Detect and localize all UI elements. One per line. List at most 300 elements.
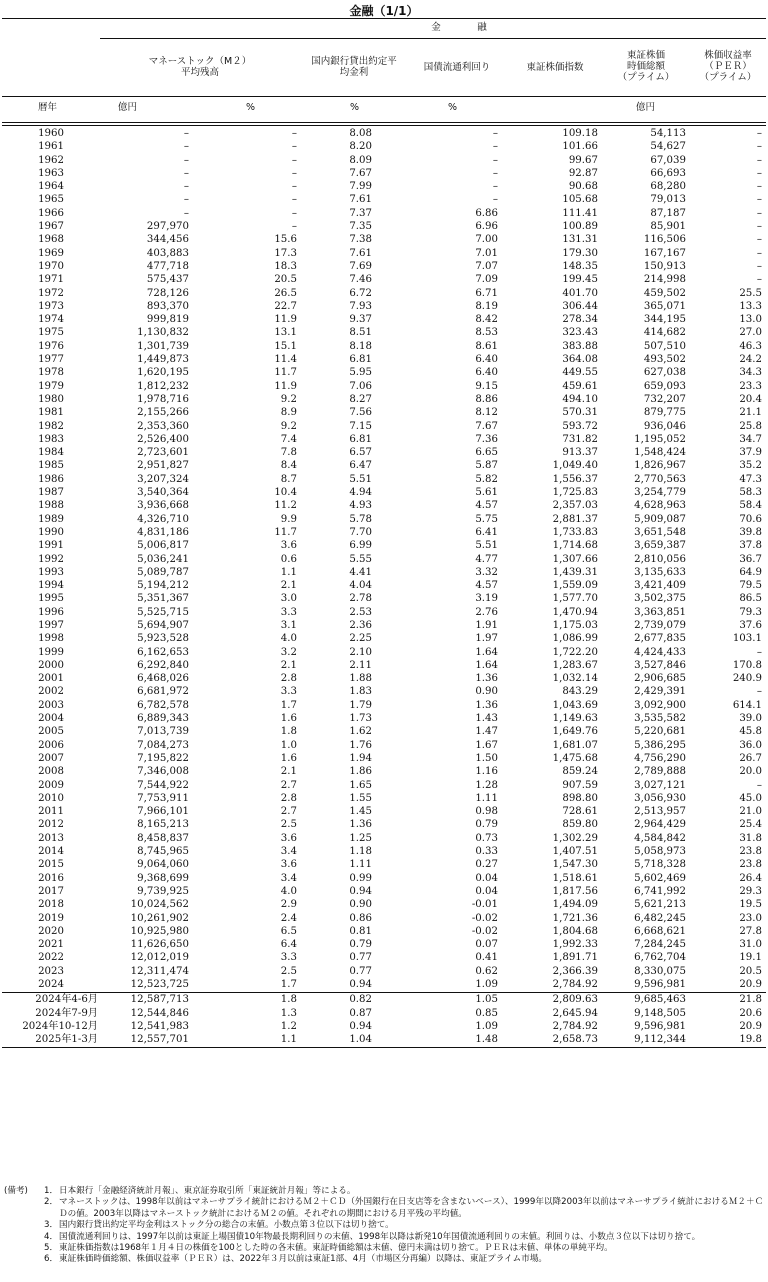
bond-yield-cell: –	[492, 141, 498, 153]
m2-growth-cell: 8.4	[280, 460, 297, 472]
topix-cell: 1,049.40	[552, 460, 598, 472]
m2-cell: 11,626,650	[130, 939, 189, 951]
topix-cell: 1,470.94	[552, 606, 598, 618]
per-cell: 37.9	[739, 447, 762, 459]
topix-cell: 1,283.67	[552, 659, 598, 671]
lending-rate-cell: 8.27	[349, 393, 372, 405]
m2-growth-cell: –	[291, 194, 297, 206]
topix-cell: 1,475.68	[552, 752, 598, 764]
year-cell: 1976	[38, 340, 64, 352]
header-topix: 東証株価指数	[526, 62, 584, 73]
m2-cell: 9,368,699	[137, 872, 189, 884]
per-cell: 31.8	[739, 832, 762, 844]
year-cell: 2016	[38, 872, 64, 884]
m2-growth-cell: –	[291, 207, 297, 219]
table-row	[0, 592, 768, 605]
per-cell: 20.6	[739, 1007, 762, 1019]
table-row	[0, 473, 768, 486]
header-rule	[2, 96, 766, 97]
m2-growth-cell: 9.9	[280, 513, 297, 525]
table-row	[0, 805, 768, 818]
bond-yield-cell: –	[492, 128, 498, 139]
year-cell: 2006	[38, 739, 64, 751]
market-cap-cell: 9,596,981	[634, 1020, 686, 1032]
lending-rate-cell: 0.94	[349, 979, 372, 990]
m2-growth-cell: 1.6	[280, 752, 297, 764]
market-cap-cell: 3,535,582	[634, 713, 686, 725]
table-row	[0, 951, 768, 964]
topix-cell: 1,556.37	[552, 473, 598, 485]
m2-cell: 5,351,367	[137, 593, 189, 605]
note-number: 3．	[44, 1220, 59, 1231]
unit-lending: %	[350, 102, 360, 113]
m2-cell: 7,013,739	[137, 726, 189, 738]
market-cap-cell: 659,093	[643, 380, 686, 392]
year-cell: 1982	[38, 420, 64, 432]
per-cell: –	[756, 260, 762, 272]
lending-rate-cell: 6.72	[349, 287, 372, 299]
table-row	[0, 220, 768, 233]
unit-m2: 億円	[118, 102, 138, 113]
topix-cell: 1,175.03	[552, 619, 598, 631]
per-cell: 79.3	[739, 606, 762, 618]
per-cell: 27.8	[739, 925, 762, 937]
per-cell: 25.4	[739, 819, 762, 831]
table-row	[0, 885, 768, 898]
m2-growth-cell: 1.6	[280, 713, 297, 725]
per-cell: 20.4	[739, 393, 762, 405]
page-title: 金融（1/1）	[349, 4, 419, 18]
lending-rate-cell: 1.45	[349, 806, 372, 818]
topix-cell: 148.35	[562, 260, 598, 272]
year-cell: 2007	[38, 752, 64, 764]
year-cell: 2003	[38, 699, 64, 711]
market-cap-cell: 9,596,981	[634, 979, 686, 990]
per-cell: 170.8	[732, 659, 762, 671]
market-cap-cell: 459,502	[643, 287, 686, 299]
per-cell: 46.3	[739, 340, 762, 352]
lending-rate-cell: 8.51	[349, 327, 372, 339]
table-row	[0, 672, 768, 685]
bond-yield-cell: 4.57	[475, 580, 498, 592]
m2-cell: 6,468,026	[137, 673, 189, 685]
table-row	[0, 752, 768, 765]
lending-rate-cell: 8.08	[349, 128, 372, 139]
note-number: 6．	[44, 1254, 59, 1265]
topix-cell: 199.45	[562, 274, 598, 286]
market-cap-cell: 9,112,344	[634, 1034, 686, 1046]
year-cell: 1968	[38, 234, 64, 246]
lending-rate-cell: 1.11	[349, 859, 372, 871]
bond-yield-cell: 6.71	[475, 287, 498, 299]
lending-rate-cell: 1.76	[349, 739, 372, 751]
m2-cell: 5,006,817	[137, 540, 189, 552]
market-cap-cell: 3,254,779	[634, 487, 686, 499]
per-cell: 58.3	[739, 487, 762, 499]
topix-cell: 1,733.83	[552, 526, 598, 538]
m2-cell: 2,951,827	[137, 460, 189, 472]
bond-yield-cell: –	[492, 154, 498, 166]
table-row	[0, 526, 768, 539]
m2-cell: 8,165,213	[137, 819, 189, 831]
lending-rate-cell: 7.38	[349, 234, 372, 246]
per-cell: 26.4	[739, 872, 762, 884]
market-cap-cell: 214,998	[643, 274, 686, 286]
top-rule	[2, 18, 766, 19]
m2-cell: 6,292,840	[137, 659, 189, 671]
topix-cell: 593.72	[562, 420, 598, 432]
m2-growth-cell: 3.0	[280, 593, 297, 605]
bond-yield-cell: 0.85	[475, 1007, 498, 1019]
table-row	[0, 779, 768, 792]
per-cell: 23.3	[739, 380, 762, 392]
per-cell: 19.5	[739, 899, 762, 911]
table-row	[0, 725, 768, 738]
m2-cell: 12,587,713	[130, 994, 189, 1006]
bond-yield-cell: 5.87	[475, 460, 498, 472]
table-row	[0, 539, 768, 552]
m2-growth-cell: 11.7	[274, 367, 297, 379]
lending-rate-cell: 7.61	[349, 247, 372, 259]
m2-cell: –	[183, 194, 189, 206]
topix-cell: 2,645.94	[552, 1007, 598, 1019]
m2-cell: 575,437	[146, 274, 189, 286]
m2-growth-cell: 2.9	[280, 899, 297, 911]
lending-rate-cell: 2.25	[349, 633, 372, 645]
table-row	[0, 845, 768, 858]
bond-yield-cell: 0.90	[475, 686, 498, 698]
m2-cell: 5,036,241	[137, 553, 189, 565]
m2-growth-cell: –	[291, 181, 297, 193]
table-row	[0, 858, 768, 871]
topix-cell: 1,043.69	[552, 699, 598, 711]
m2-growth-cell: 6.4	[280, 939, 297, 951]
lending-rate-cell: 0.86	[349, 912, 372, 924]
lending-rate-cell: 1.04	[349, 1034, 372, 1046]
bond-yield-cell: 6.40	[475, 367, 498, 379]
market-cap-cell: 54,627	[650, 141, 686, 153]
topix-cell: 1,032.14	[552, 673, 598, 685]
table-row	[0, 233, 768, 246]
topix-cell: 1,649.76	[552, 726, 598, 738]
m2-cell: 2,526,400	[137, 433, 189, 445]
lending-rate-cell: 8.18	[349, 340, 372, 352]
table-row	[0, 127, 768, 140]
topix-cell: 2,809.63	[552, 994, 598, 1006]
m2-growth-cell: 3.6	[280, 832, 297, 844]
table-row	[0, 685, 768, 698]
per-cell: 23.0	[739, 912, 762, 924]
year-cell: 2019	[38, 912, 64, 924]
market-cap-cell: 2,789,888	[634, 766, 686, 778]
per-cell: 21.0	[739, 806, 762, 818]
topix-cell: 383.88	[562, 340, 598, 352]
per-cell: –	[756, 779, 762, 791]
m2-growth-cell: 1.3	[280, 1007, 297, 1019]
market-cap-cell: 414,682	[643, 327, 686, 339]
year-cell: 1975	[38, 327, 64, 339]
year-cell: 1961	[38, 141, 64, 153]
lending-rate-cell: 7.61	[349, 194, 372, 206]
lending-rate-cell: 1.36	[349, 819, 372, 831]
lending-rate-cell: 0.87	[349, 1007, 372, 1019]
m2-cell: 5,089,787	[137, 566, 189, 578]
market-cap-cell: 344,195	[643, 314, 686, 326]
lending-rate-cell: 2.36	[349, 619, 372, 631]
group-header: 金 融	[431, 22, 489, 33]
note-line	[4, 1186, 764, 1197]
lending-rate-cell: 4.94	[349, 487, 372, 499]
market-cap-cell: 9,685,463	[634, 994, 686, 1006]
year-cell: 1996	[38, 606, 64, 618]
m2-growth-cell: 7.4	[280, 433, 297, 445]
table-row	[0, 207, 768, 220]
bond-yield-cell: 8.53	[475, 327, 498, 339]
m2-growth-cell: 3.4	[280, 846, 297, 858]
bond-yield-cell: 1.48	[475, 1034, 498, 1046]
lending-rate-cell: 7.93	[349, 300, 372, 312]
year-cell: 2018	[38, 899, 64, 911]
m2-growth-cell: 3.3	[280, 606, 297, 618]
note-line	[4, 1197, 764, 1220]
topix-cell: 306.44	[562, 300, 598, 312]
market-cap-cell: 5,602,469	[634, 872, 686, 884]
year-cell: 1980	[38, 393, 64, 405]
notes	[4, 1186, 764, 1266]
year-cell: 1992	[38, 553, 64, 565]
bond-yield-cell: –	[492, 194, 498, 206]
market-cap-cell: 365,071	[643, 300, 686, 312]
m2-growth-cell: 2.7	[280, 806, 297, 818]
bond-yield-cell: 0.73	[475, 832, 498, 844]
note-text: 日本銀行「金融経済統計月報」、東京証券取引所「東証統計月報」等による。	[59, 1186, 356, 1196]
bond-yield-cell: 1.97	[475, 633, 498, 645]
per-cell: 20.5	[739, 965, 762, 977]
lending-rate-cell: 7.46	[349, 274, 372, 286]
lending-rate-cell: 7.15	[349, 420, 372, 432]
year-cell: 1998	[38, 633, 64, 645]
year-cell: 1960	[38, 128, 64, 139]
bond-yield-cell: 0.33	[475, 846, 498, 858]
year-cell: 2023	[38, 965, 64, 977]
lending-rate-cell: 8.20	[349, 141, 372, 153]
bond-yield-cell: 0.41	[475, 952, 498, 964]
topix-cell: 731.82	[562, 433, 598, 445]
table-row	[0, 287, 768, 300]
topix-cell: 1,547.30	[552, 859, 598, 871]
bond-yield-cell: –	[492, 181, 498, 193]
year-cell: 2004	[38, 713, 64, 725]
market-cap-cell: 1,195,052	[634, 433, 686, 445]
year-cell: 1973	[38, 300, 64, 312]
bond-yield-cell: -0.02	[471, 912, 498, 924]
topix-cell: 1,439.31	[552, 566, 598, 578]
m2-growth-cell: 3.6	[280, 540, 297, 552]
lending-rate-cell: 6.99	[349, 540, 372, 552]
m2-growth-cell: 2.1	[280, 580, 297, 592]
lending-rate-cell: 5.51	[349, 473, 372, 485]
m2-cell: 297,970	[146, 221, 189, 233]
lending-rate-cell: 7.06	[349, 380, 372, 392]
data-top-rule-2	[2, 125, 766, 126]
lending-rate-cell: 7.69	[349, 260, 372, 272]
topix-cell: 1,149.63	[552, 713, 598, 725]
m2-growth-cell: 13.1	[274, 327, 297, 339]
table-row	[0, 659, 768, 672]
bond-yield-cell: 8.86	[475, 393, 498, 405]
m2-growth-cell: 1.8	[280, 726, 297, 738]
note-text: マネーストックは、1998年以前はマネーサプライ統計におけるＭ２＋ＣＤ（外国銀行在日支店等を含まないベース）、1999年以降2003年以前はマネーサプライ統計におけるＭ２＋ＣＤの値。2003年以降はマネーストック統計におけるＭ２の値。それぞれの期間における月平残の平均値。	[59, 1197, 764, 1219]
m2-growth-cell: 11.2	[274, 500, 297, 512]
table-row	[0, 140, 768, 153]
bond-yield-cell: 0.04	[475, 885, 498, 897]
table-row	[0, 393, 768, 406]
lending-rate-cell: 6.47	[349, 460, 372, 472]
bond-yield-cell: 1.36	[475, 673, 498, 685]
bond-yield-cell: 5.51	[475, 540, 498, 552]
note-number: 2．	[44, 1197, 59, 1208]
m2-growth-cell: 15.6	[274, 234, 297, 246]
bond-yield-cell: 9.15	[475, 380, 498, 392]
m2-growth-cell: 6.5	[280, 925, 297, 937]
bond-yield-cell: 0.79	[475, 819, 498, 831]
m2-growth-cell: 2.8	[280, 792, 297, 804]
note-number: 5．	[44, 1243, 59, 1254]
m2-growth-cell: 3.1	[280, 619, 297, 631]
table-row	[0, 406, 768, 419]
m2-growth-cell: 2.5	[280, 819, 297, 831]
m2-growth-cell: 1.0	[280, 739, 297, 751]
year-cell: 1967	[38, 221, 64, 233]
bond-yield-cell: 7.00	[475, 234, 498, 246]
topix-cell: 1,817.56	[552, 885, 598, 897]
per-cell: 86.5	[739, 593, 762, 605]
year-cell: 1965	[38, 194, 64, 206]
per-cell: 36.7	[739, 553, 762, 565]
bond-yield-cell: 8.12	[475, 407, 498, 419]
table-row	[0, 925, 768, 938]
market-cap-cell: 3,363,851	[634, 606, 686, 618]
m2-growth-cell: 11.7	[274, 526, 297, 538]
m2-cell: 6,889,343	[137, 713, 189, 725]
per-cell: –	[756, 686, 762, 698]
market-cap-cell: 6,668,621	[634, 925, 686, 937]
year-cell: 1971	[38, 274, 64, 286]
bond-yield-cell: 1.64	[475, 659, 498, 671]
lending-rate-cell: 4.41	[349, 566, 372, 578]
m2-growth-cell: 11.9	[274, 314, 297, 326]
per-cell: 23.8	[739, 846, 762, 858]
year-cell: 2001	[38, 673, 64, 685]
table-bottom-rule	[2, 1047, 766, 1048]
header-lending-rate: 国内銀行貸出約定平 均金利	[311, 56, 397, 78]
lending-rate-cell: 7.35	[349, 221, 372, 233]
market-cap-cell: 2,964,429	[634, 819, 686, 831]
m2-growth-cell: 2.1	[280, 659, 297, 671]
per-cell: 64.9	[739, 566, 762, 578]
market-cap-cell: 936,046	[643, 420, 686, 432]
topix-cell: 131.31	[562, 234, 598, 246]
market-cap-cell: 4,756,290	[634, 752, 686, 764]
market-cap-cell: 6,741,992	[634, 885, 686, 897]
market-cap-cell: 67,039	[650, 154, 686, 166]
m2-cell: 7,346,008	[137, 766, 189, 778]
year-cell: 1988	[38, 500, 64, 512]
per-cell: 19.8	[739, 1034, 762, 1046]
m2-cell: 9,064,060	[137, 859, 189, 871]
market-cap-cell: 2,677,835	[634, 633, 686, 645]
topix-cell: 1,559.09	[552, 580, 598, 592]
lending-rate-cell: 6.81	[349, 354, 372, 366]
table-row	[0, 420, 768, 433]
market-cap-cell: 2,770,563	[634, 473, 686, 485]
market-cap-cell: 732,207	[643, 393, 686, 405]
quarter-row	[0, 1020, 768, 1033]
m2-cell: 9,739,925	[137, 885, 189, 897]
m2-cell: –	[183, 207, 189, 219]
per-cell: 26.7	[739, 752, 762, 764]
m2-cell: –	[183, 128, 189, 139]
market-cap-cell: 9,148,505	[634, 1007, 686, 1019]
m2-cell: 1,620,195	[137, 367, 189, 379]
m2-growth-cell: 4.0	[280, 633, 297, 645]
table-row	[0, 247, 768, 260]
year-cell: 2013	[38, 832, 64, 844]
per-cell: –	[756, 154, 762, 166]
m2-cell: 3,207,324	[137, 473, 189, 485]
bond-yield-cell: 3.32	[475, 566, 498, 578]
note-number: 4．	[44, 1231, 59, 1242]
m2-cell: 6,162,653	[137, 646, 189, 658]
per-cell: 103.1	[732, 633, 762, 645]
m2-cell: 10,261,902	[130, 912, 189, 924]
market-cap-cell: 6,482,245	[634, 912, 686, 924]
table-row	[0, 513, 768, 526]
market-cap-cell: 3,056,930	[634, 792, 686, 804]
topix-cell: 111.41	[562, 207, 598, 219]
lending-rate-cell: 5.55	[349, 553, 372, 565]
bond-yield-cell: -0.02	[471, 925, 498, 937]
bond-yield-cell: 6.41	[475, 526, 498, 538]
m2-cell: 12,541,983	[130, 1020, 189, 1032]
m2-growth-cell: 3.3	[280, 686, 297, 698]
quarter-row	[0, 1007, 768, 1020]
bond-yield-cell: 1.11	[475, 792, 498, 804]
lending-rate-cell: 2.53	[349, 606, 372, 618]
unit-m2-pct: %	[246, 102, 256, 113]
unit-year: 暦年	[38, 102, 58, 113]
topix-cell: 913.37	[562, 447, 598, 459]
m2-growth-cell: 3.3	[280, 952, 297, 964]
market-cap-cell: 87,187	[650, 207, 686, 219]
m2-growth-cell: 26.5	[274, 287, 297, 299]
m2-cell: 6,782,578	[137, 699, 189, 711]
lending-rate-cell: 1.86	[349, 766, 372, 778]
table-row	[0, 433, 768, 446]
m2-growth-cell: 4.0	[280, 885, 297, 897]
per-cell: 36.0	[739, 739, 762, 751]
table-row	[0, 699, 768, 712]
market-cap-cell: 167,167	[643, 247, 686, 259]
lending-rate-cell: 2.11	[349, 659, 372, 671]
year-cell: 2002	[38, 686, 64, 698]
per-cell: 13.0	[739, 314, 762, 326]
table-row	[0, 459, 768, 472]
topix-cell: 1,714.68	[552, 540, 598, 552]
per-cell: 79.5	[739, 580, 762, 592]
topix-cell: 2,784.92	[552, 979, 598, 990]
bond-yield-cell: 1.47	[475, 726, 498, 738]
